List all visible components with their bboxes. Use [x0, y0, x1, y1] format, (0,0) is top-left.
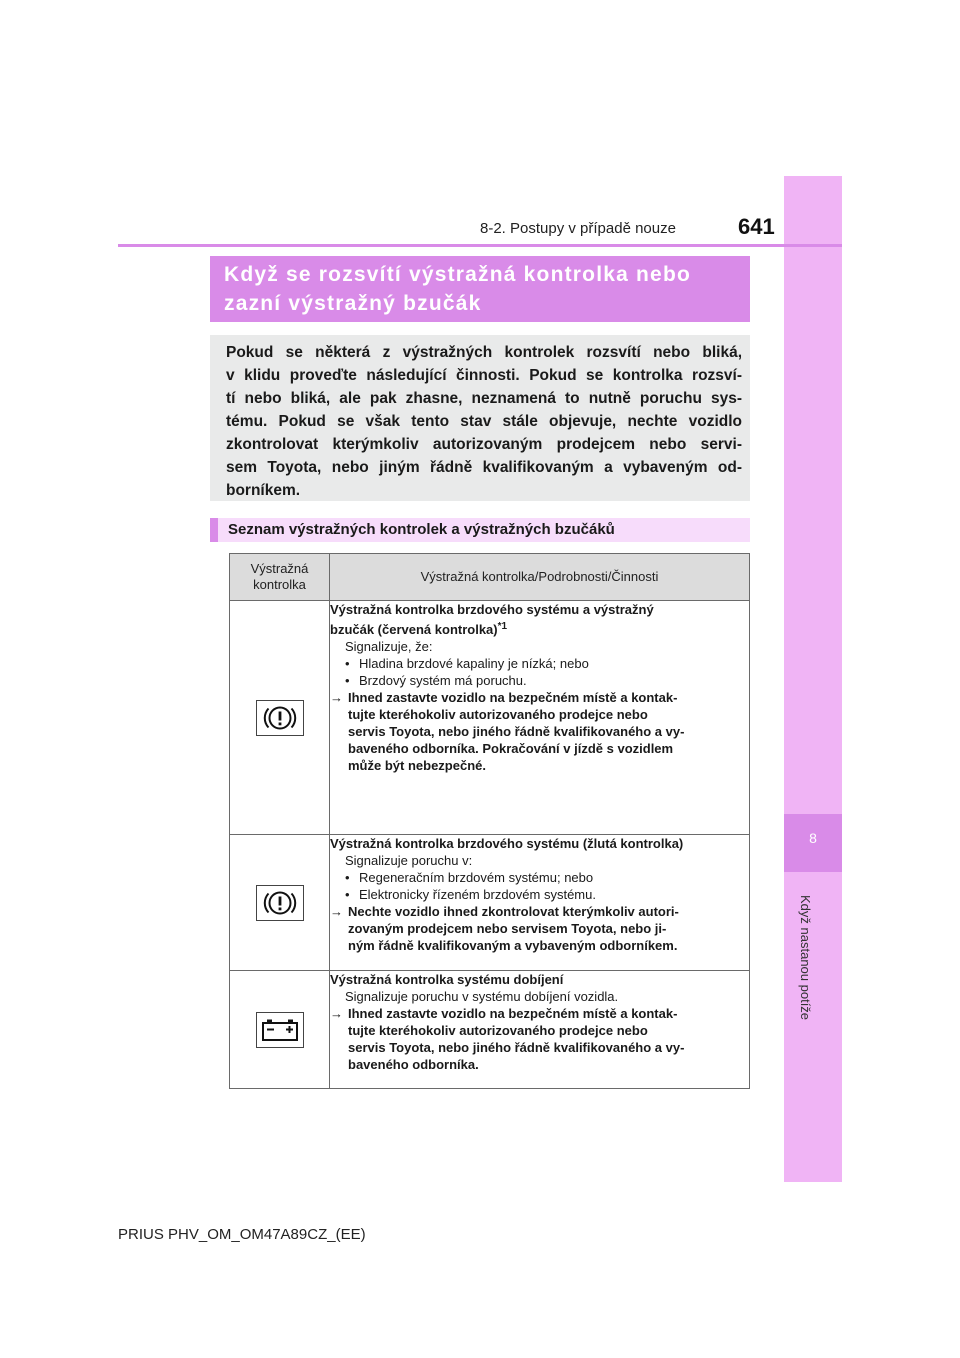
- row-action: → Ihned zastavte vozidlo na bezpečném místě a kontak- tujte kteréhokoliv autorizovaného prodejce nebo servis Toyota, nebo jiného řádně kvalifikovaného a vy- baveného odborníka.: [330, 1006, 685, 1072]
- row-intro: Signalizuje poruchu v systému dobíjení vozidla.: [345, 989, 619, 1004]
- intro-box: [210, 335, 750, 501]
- arrow-right-icon: →: [330, 1006, 343, 1021]
- arrow-right-icon: →: [330, 690, 343, 705]
- intro-line: v klidu proveďte následující činnosti. Pokud se kontrolka rozsví-: [226, 367, 742, 384]
- list-item: • Brzdový systém má poruchu.: [345, 673, 527, 688]
- list-item: • Elektronicky řízeném brzdovém systému.: [345, 887, 596, 902]
- side-chapter-number: 8: [809, 830, 817, 846]
- intro-line: tí nebo bliká, ale pak zhasne, neznamená to nutně poruchu sys-: [226, 390, 742, 407]
- intro-line: zkontrolovat kterýmkoliv autorizovaným prodejcem nebo servi-: [226, 436, 742, 453]
- table-row-text: [330, 835, 750, 971]
- footnote-marker: *1: [497, 621, 508, 632]
- battery-icon: [256, 1012, 304, 1048]
- intro-line: Pokud se některá z výstražných kontrolek rozsvítí nebo bliká,: [226, 344, 742, 361]
- row-title: Výstražná kontrolka brzdového systému a výstražný bzučák (červená kontrolka)$^{*1}$: [330, 602, 654, 637]
- table-row-text: [330, 971, 750, 1089]
- subheading: Seznam výstražných kontrolek a výstražných bzučáků: [210, 518, 750, 542]
- table-header-text: Výstražná kontrolka/Podrobnosti/Činnosti: [330, 554, 750, 601]
- header-section-title: 8-2. Postupy v případě nouze: [480, 220, 676, 237]
- intro-line: sem Toyota, nebo jiným řádně kvalifikovaným a vybaveným od-: [226, 459, 742, 476]
- page-number: 641: [738, 214, 775, 239]
- table-row-text: [330, 601, 750, 835]
- footer-document-id: PRIUS PHV_OM_OM47A89CZ_(EE): [118, 1226, 366, 1243]
- section-title-line-1: Když se rozsvítí výstražná kontrolka nebo: [224, 263, 691, 286]
- table-header-row: [230, 554, 750, 601]
- row-title: Výstražná kontrolka brzdového systému (žlutá kontrolka): [330, 836, 684, 851]
- row-title: Výstražná kontrolka systému dobíjení: [330, 972, 564, 987]
- section-title: [210, 256, 750, 322]
- row-action: → Nechte vozidlo ihned zkontrolovat kterýmkoliv autori- zovaným prodejcem nebo servisem Toyota, nebo ji- ným řádně kvalifikovaným a vybaveným odborníkem.: [330, 904, 679, 953]
- table-header-icon: Výstražná kontrolka: [230, 554, 330, 601]
- intro-line: tému. Pokud se však tento stav stále objevuje, nechte vozidlo: [226, 413, 742, 430]
- row-intro: Signalizuje, že:: [345, 639, 433, 654]
- row-action: → Ihned zastavte vozidlo na bezpečném místě a kontak- tujte kteréhokoliv autorizovaného prodejce nebo servis Toyota, nebo jiného řádně kvalifikovaného a vy- baveného odborníka. Pokračování v jízdě s vozidlem může být nebezpečné.: [330, 690, 685, 773]
- side-chapter-label: Když nastanou potíže: [798, 895, 813, 1021]
- intro-line: borníkem.: [226, 482, 301, 499]
- arrow-right-icon: →: [330, 904, 343, 919]
- brake-warning-icon: [256, 700, 304, 736]
- section-title-line-2: zazní výstražný bzučák: [224, 292, 482, 315]
- table-row: [230, 601, 750, 835]
- row-intro: Signalizuje poruchu v:: [345, 853, 473, 868]
- header-divider: [118, 244, 842, 247]
- table-row: [230, 971, 750, 1089]
- warning-lights-table: [229, 553, 750, 1089]
- list-item: • Hladina brzdové kapaliny je nízká; nebo: [345, 656, 589, 671]
- table-row: [230, 835, 750, 971]
- list-item: • Regeneračním brzdovém systému; nebo: [345, 870, 594, 885]
- brake-warning-icon: [256, 885, 304, 921]
- side-chapter-tab: [784, 176, 842, 1182]
